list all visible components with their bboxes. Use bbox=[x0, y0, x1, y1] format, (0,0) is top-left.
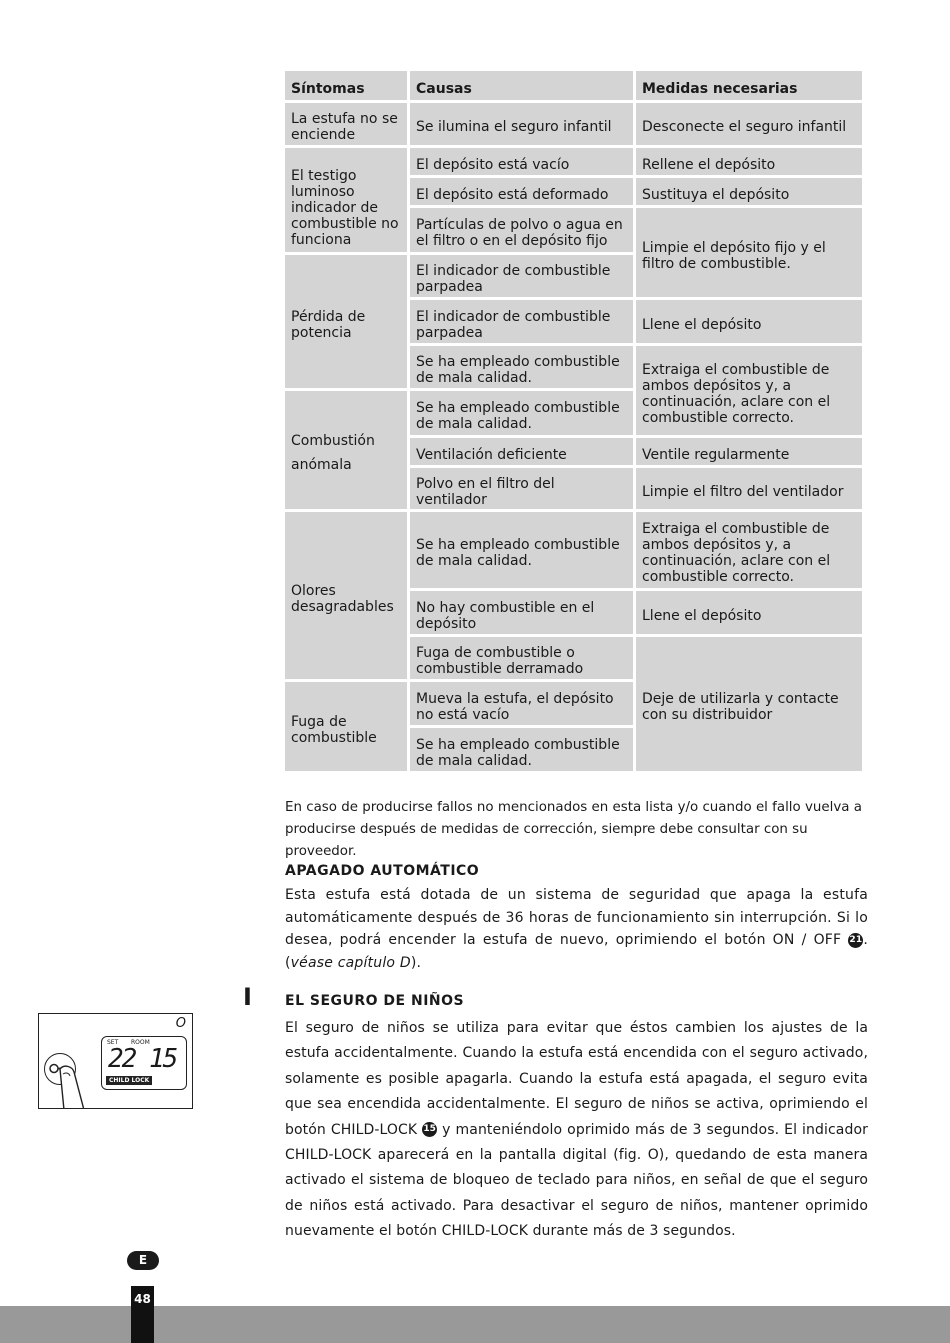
auto-off-ref-post: ). bbox=[410, 954, 422, 971]
language-badge: E bbox=[127, 1251, 159, 1270]
measure-cell: Llene el depósito bbox=[636, 591, 862, 634]
cause-cell: El indicador de combustible parpadea bbox=[410, 300, 633, 343]
cause-cell: Polvo en el filtro del ventilador bbox=[410, 468, 633, 509]
measure-cell: Deje de utilizarla y contacte con su distribuidor bbox=[636, 637, 862, 771]
measure-cell: Sustituya el depósito bbox=[636, 178, 862, 205]
child-lock-heading: EL SEGURO DE NIÑOS bbox=[285, 993, 465, 1009]
cause-cell: El depósito está vacío bbox=[410, 148, 633, 175]
cause-cell: Partículas de polvo o agua en el filtro o en el depósito fijo bbox=[410, 208, 633, 252]
measure-cell: Ventile regularmente bbox=[636, 438, 862, 465]
measure-cell: Rellene el depósito bbox=[636, 148, 862, 175]
symptom-cell: La estufa no se enciende bbox=[285, 103, 407, 145]
auto-off-paragraph bbox=[285, 884, 868, 974]
symptom-cell: El testigo luminoso indicador de combustible no funciona bbox=[285, 148, 407, 252]
cause-cell: Se ilumina el seguro infantil bbox=[410, 103, 633, 145]
on-off-button-number: 21 bbox=[848, 933, 863, 948]
symptom-cell: Olores desagradables bbox=[285, 512, 407, 679]
child-lock-indicator: CHILD LOCK bbox=[106, 1076, 152, 1085]
cause-cell: Se ha empleado combustible de mala calidad. bbox=[410, 346, 633, 388]
measure-cell: Extraiga el combustible de ambos depósitos y, a continuación, aclare con el combustible correcto. bbox=[636, 512, 862, 588]
measure-cell: Desconecte el seguro infantil bbox=[636, 103, 862, 145]
auto-off-ref-italic: véase capítulo D bbox=[290, 954, 411, 971]
auto-off-heading: APAGADO AUTOMÁTICO bbox=[285, 863, 480, 879]
cause-cell: Se ha empleado combustible de mala calidad. bbox=[410, 391, 633, 435]
lcd-display bbox=[101, 1036, 187, 1090]
troubleshooting-note: En caso de producirse fallos no mencionados en esta lista y/o cuando el fallo vuelva a producirse después de medidas de corrección, siempre debe consultar con su proveedor. bbox=[285, 800, 862, 859]
child-lock-text-2: y manteniéndolo oprimido más de 3 segundos. El indicador CHILD-LOCK aparecerá en la pantalla digital (fig. O), quedando de esta manera activado el sistema de bloqueo de teclado para niños, en señal de que el seguro de niños está activado. Para desactivar el seguro de niños, mantener oprimido nuevamente el botón CHILD-LOCK durante más de 3 segundos. bbox=[285, 1121, 868, 1240]
page-number: 48 bbox=[134, 1292, 151, 1306]
finger-icon bbox=[54, 1064, 104, 1109]
child-lock-text-1: El seguro de niños se utiliza para evitar que éstos cambien los ajustes de la estufa accidentalmente. Cuando la estufa está encendida con el seguro activado, solamente es posible apagarla. Cuando la estufa está apagada, el seguro evita que sea encendida accidentalmente. El seguro de niños se activa, oprimiendo el botón CHILD-LOCK bbox=[285, 1020, 868, 1138]
auto-off-text: Esta estufa está dotada de un sistema de seguridad que apaga la estufa automáticamente después de 36 horas de funcionamiento sin interrupción. Si lo desea, podrá encender la estufa de nuevo, oprimiendo el botón ON / OFF bbox=[285, 887, 868, 948]
measure-cell: Limpie el depósito fijo y el filtro de combustible. bbox=[636, 208, 862, 297]
symptom-cell: Combustión anómala bbox=[285, 391, 407, 509]
symptom-cell: Fuga de combustible bbox=[285, 682, 407, 771]
figure-o bbox=[38, 1013, 193, 1109]
revision-marker: I bbox=[243, 983, 252, 1011]
measure-cell: Extraiga el combustible de ambos depósitos y, a continuación, aclare con el combustible correcto. bbox=[636, 346, 862, 435]
room-label: ROOM bbox=[131, 1039, 150, 1046]
child-lock-paragraph bbox=[285, 1016, 868, 1245]
header-symptoms: Síntomas bbox=[285, 71, 407, 100]
figure-label: O bbox=[175, 1016, 186, 1031]
measure-cell: Llene el depósito bbox=[636, 300, 862, 343]
cause-cell: Se ha empleado combustible de mala calidad. bbox=[410, 512, 633, 588]
set-label: SET bbox=[107, 1039, 119, 1046]
cause-cell: Se ha empleado combustible de mala calidad. bbox=[410, 728, 633, 771]
cause-cell: El indicador de combustible parpadea bbox=[410, 255, 633, 297]
cause-cell: Fuga de combustible o combustible derramado bbox=[410, 637, 633, 679]
display-digits: 22 15 bbox=[108, 1044, 177, 1074]
cause-cell: Mueva la estufa, el depósito no está vacío bbox=[410, 682, 633, 725]
cause-cell: El depósito está deformado bbox=[410, 178, 633, 205]
symptom-cell: Pérdida de potencia bbox=[285, 255, 407, 388]
cause-cell: No hay combustible en el depósito bbox=[410, 591, 633, 634]
cause-cell: Ventilación deficiente bbox=[410, 438, 633, 465]
header-measures: Medidas necesarias bbox=[636, 71, 862, 100]
child-lock-button-number: 15 bbox=[422, 1122, 437, 1137]
auto-off-ref-pre: . ( bbox=[285, 932, 869, 971]
measure-cell: Limpie el filtro del ventilador bbox=[636, 468, 862, 509]
header-causes: Causas bbox=[410, 71, 633, 100]
